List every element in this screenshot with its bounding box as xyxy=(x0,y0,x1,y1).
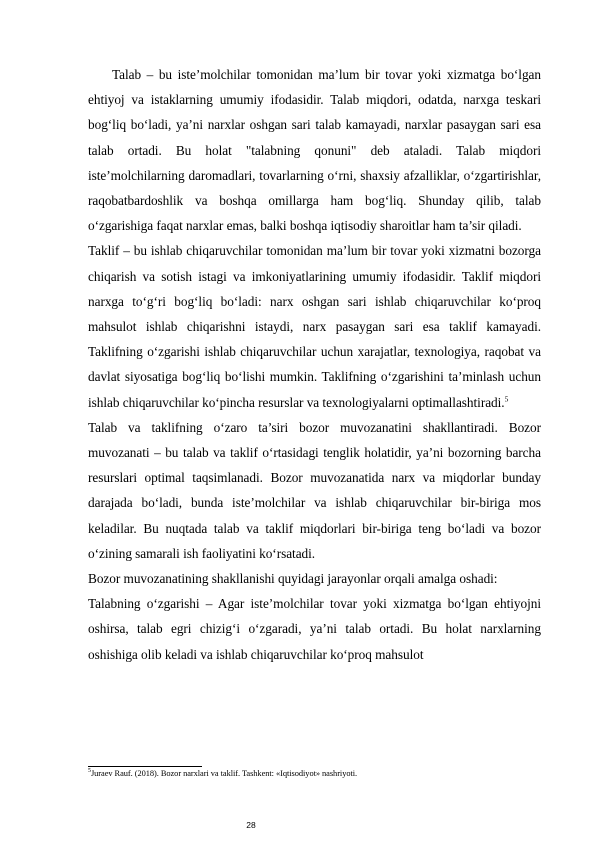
page-body xyxy=(88,62,541,667)
paragraph-equilibrium: Talab va taklifning o‘zaro ta’siri bozor muvozanatini shakllantiradi. Bozor muvozanati – bu talab va taklif o‘rtasidagi tenglik holatidir, ya’ni bozorning barcha resurslari optimal taqsimlanadi. Bozor muvozanatida narx va miqdorlar bunday darajada bo‘ladi, bunda iste’molchilar va ishlab chiqaruvchilar bir-biriga mos keladilar. Bu nuqtada talab va taklif miqdorlari bir-biriga teng bo‘ladi va bozor o‘zining samarali ish faoliyatini ko‘rsatadi. xyxy=(88,419,541,561)
paragraph-equilibrium-intro: Bozor muvozanatining shakllanishi quyidagi jarayonlar orqali amalga oshadi: xyxy=(88,571,498,587)
paragraph-demand-change: Talabning o‘zgarishi – Agar iste’molchilar tovar yoki xizmatga bo‘lgan ehtiyojni oshirsa, talab egri chizig‘i o‘zgaradi, ya’ni talab ortadi. Bu holat narxlarning oshishiga olib keladi va ishlab chiqaruvchilar ko‘proq mahsulot xyxy=(88,596,541,662)
paragraph-supply-text: Taklif – bu ishlab chiqaruvchilar tomonidan ma’lum bir tovar yoki xizmatni bozorga chiqarish va sotish istagi va imkoniyatlarining umumiy ifodasidir. Taklif miqdori narxga to‘g‘ri bog‘liq bo‘ladi: narx oshgan sari ishlab chiqaruvchilar ko‘proq mahsulot ishlab chiqarishni istaydi, narx pasaygan sari esa taklif kamayadi. Taklifning o‘zgarishi ishlab chiqaruvchilar uchun xarajatlar, texnologiya, raqobat va davlat siyosatiga bog‘liq bo‘lishi mumkin. Taklifning o‘zgarishini ta’minlash uchun ishlab chiqaruvchilar ko‘pincha resurslar va texnologiyalarni optimallashtiradi. xyxy=(88,243,541,410)
footnote-text: Juraev Rauf. (2018). Bozor narxlari va taklif. Tashkent: «Iqtisodiyot» nashriyoti. xyxy=(90,769,358,778)
footnote-divider xyxy=(88,766,202,767)
footnote-reference: 5 xyxy=(504,394,509,404)
footnote-mark: 5 xyxy=(88,768,91,775)
paragraph-supply xyxy=(88,238,541,414)
footnote xyxy=(88,768,541,780)
paragraph-demand: Talab – bu iste’molchilar tomonidan ma’lum bir tovar yoki xizmatga bo‘lgan ehtiyoj va istaklarning umumiy ifodasidir. Talab miqdori, odatda, narxga teskari bog‘liq bo‘ladi, ya’ni narxlar oshgan sari talab kamayadi, narxlar pasaygan sari esa talab ortadi. Bu holat "talabning qonuni" deb ataladi. Talab miqdori iste’molchilarning daromadlari, tovarlarning o‘rni, shaxsiy afzalliklar, o‘zgartirishlar, raqobatbardoshlik va boshqa omillarga ham bog‘liq. Shunday qilib, talab o‘zgarishiga faqat narxlar emas, balki boshqa iqtisodiy sharoitlar ham ta’sir qiladi. xyxy=(88,67,541,234)
page-number: 28 xyxy=(246,820,256,830)
